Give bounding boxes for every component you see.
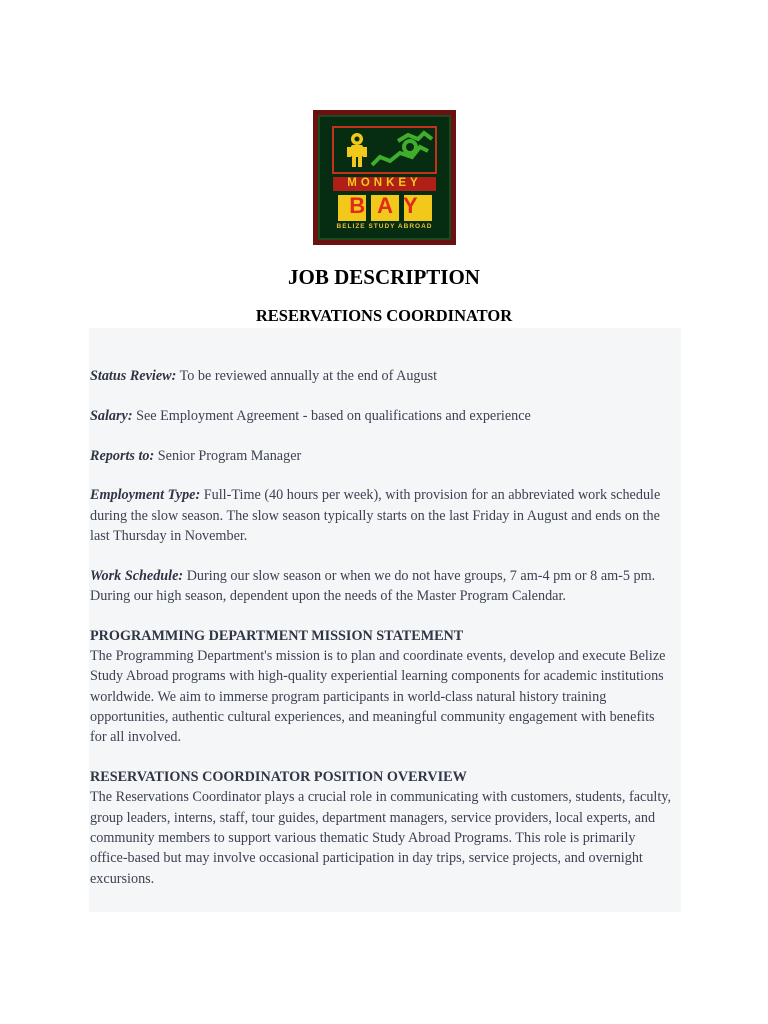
field-value: See Employment Agreement - based on qualifications and experience bbox=[132, 407, 531, 424]
section-body: The Reservations Coordinator plays a crucial role in communicating with customers, students, faculty, group leaders, interns, staff, tour guides, department managers, service providers, local experts, and community members to support various thematic Study Abroad Programs. This role is primarily office-based but may involve occasional participation in day trips, service projects, and overnight excursions. bbox=[90, 789, 672, 887]
field-label: Work Schedule: bbox=[90, 567, 184, 584]
logo-bay-text: BAY bbox=[349, 193, 430, 218]
field-employment-type bbox=[90, 485, 672, 546]
page-subtitle: RESERVATIONS COORDINATOR bbox=[255, 306, 513, 325]
maya-serpent-icon bbox=[372, 133, 432, 165]
section-heading: PROGRAMMING DEPARTMENT MISSION STATEMENT bbox=[90, 627, 464, 644]
page-title: JOB DESCRIPTION bbox=[288, 265, 480, 289]
field-value: Full-Time (40 hours per week), with provision for an abbreviated work schedule during the slow season. The slow season typically starts on the last Friday in August and ends on the last Thursday in November. bbox=[90, 487, 661, 544]
field-label: Employment Type: bbox=[90, 487, 201, 504]
field-value: To be reviewed annually at the end of August bbox=[176, 368, 438, 384]
logo-inner bbox=[318, 115, 451, 240]
monkey-figure-icon bbox=[347, 133, 367, 167]
field-work-schedule bbox=[90, 566, 672, 607]
field-reports-to bbox=[90, 446, 672, 466]
monkey-bay-logo bbox=[313, 110, 456, 245]
field-value: Senior Program Manager bbox=[154, 447, 302, 464]
section-mission-statement bbox=[90, 626, 672, 748]
field-salary bbox=[90, 406, 672, 426]
logo-subtitle-text: BELIZE STUDY ABROAD bbox=[336, 223, 433, 230]
section-heading: RESERVATIONS COORDINATOR POSITION OVERVIEW bbox=[90, 769, 467, 786]
field-value: During our slow season or when we do not have groups, 7 am-4 pm or 8 am-5 pm. During our high season, dependent upon the needs of the Master Program Calendar. bbox=[90, 567, 656, 605]
field-status-review bbox=[90, 366, 672, 386]
job-details bbox=[90, 366, 672, 908]
field-label: Salary: bbox=[90, 407, 133, 424]
logo-monkey-text: MONKEY bbox=[347, 177, 422, 189]
section-body: The Programming Department's mission is to plan and coordinate events, develop and execute Belize Study Abroad programs with high-quality experiential learning components for academic institutions worldwide. We aim to immerse program participants in world-class natural history training opportunities, authentic cultural experiences, and meaningful community engagement with benefits for all involved. bbox=[90, 648, 666, 746]
section-position-overview bbox=[90, 767, 672, 889]
field-label: Status Review: bbox=[90, 368, 177, 384]
field-label: Reports to: bbox=[90, 447, 155, 464]
